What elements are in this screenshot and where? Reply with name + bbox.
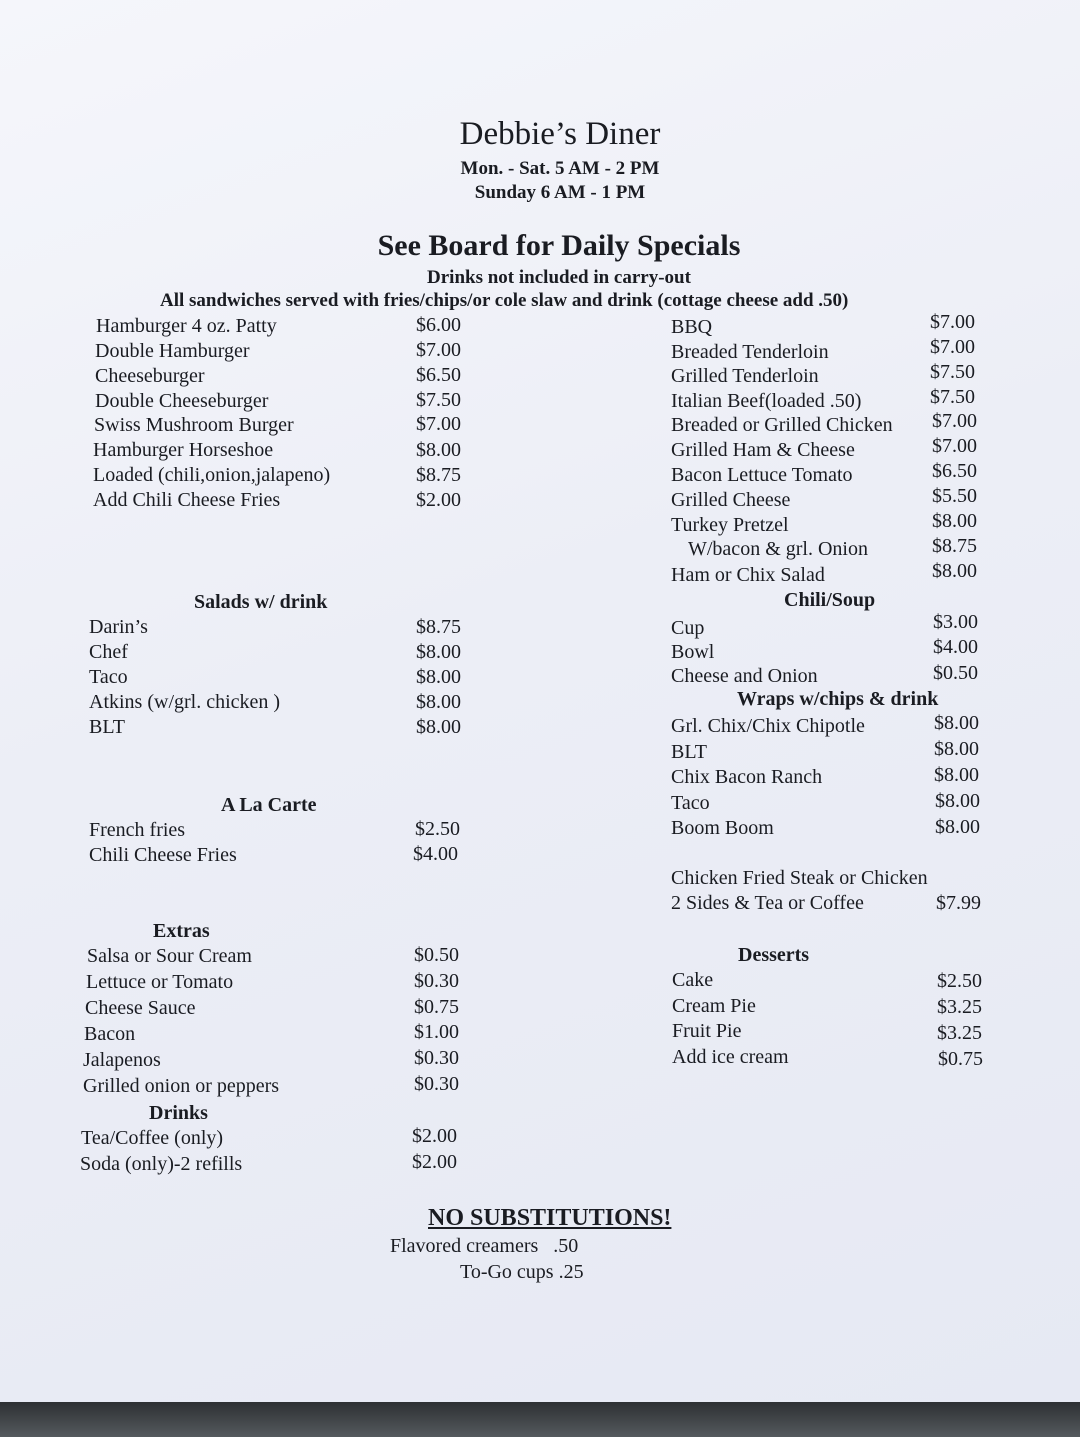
menu-item-name: Cake	[672, 969, 714, 991]
section-heading-soup: Chili/Soup	[784, 589, 876, 611]
menu-item-name: Double Hamburger	[95, 340, 250, 362]
menu-item-price: $2.00	[412, 1151, 457, 1173]
daily-specials-heading: See Board for Daily Specials	[377, 229, 741, 262]
menu-item-name: Hamburger 4 oz. Patty	[96, 315, 277, 337]
menu-item-price: $7.00	[930, 336, 975, 358]
menu-item-price: $8.00	[932, 560, 977, 582]
menu-item-price: $8.00	[416, 716, 461, 738]
menu-item-price: $8.00	[932, 510, 977, 532]
menu-item-price: $7.00	[932, 410, 977, 432]
menu-item-price: $8.00	[935, 790, 980, 812]
menu-item-name: Bacon Lettuce Tomato	[671, 464, 853, 486]
menu-item-name: Grilled Tenderloin	[671, 365, 819, 387]
menu-item-price: $7.00	[416, 413, 461, 435]
menu-item-price: $0.50	[414, 944, 459, 966]
section-heading-salads: Salads w/ drink	[194, 591, 328, 613]
menu-item-name: Cheese Sauce	[85, 997, 196, 1019]
menu-item-price: $2.50	[415, 818, 460, 840]
menu-item-name: BLT	[89, 716, 125, 738]
menu-item-price: $7.50	[930, 361, 975, 383]
section-heading-wraps: Wraps w/chips & drink	[737, 688, 939, 710]
menu-item-name: Soda (only)-2 refills	[80, 1153, 243, 1175]
menu-item-price: $0.30	[414, 1073, 459, 1095]
menu-item-name: Grilled Ham & Cheese	[671, 439, 855, 461]
menu-item-name: Cream Pie	[672, 995, 756, 1017]
menu-item-name: Loaded (chili,onion,jalapeno)	[93, 464, 331, 486]
menu-item-price: $4.00	[413, 843, 458, 865]
menu-item-name: Jalapenos	[83, 1049, 161, 1071]
menu-item-name: Grilled onion or peppers	[83, 1075, 280, 1097]
menu-item-name: Bacon	[84, 1023, 136, 1045]
menu-item-price: $8.75	[932, 535, 977, 557]
menu-item-name: Chef	[89, 641, 128, 663]
menu-item-name: Grl. Chix/Chix Chipotle	[671, 715, 865, 737]
menu-item-price: $8.00	[935, 816, 980, 838]
menu-item-price: $8.00	[934, 712, 979, 734]
sandwich-note: All sandwiches served with fries/chips/or cole slaw and drink (cottage cheese add .50)	[160, 290, 849, 311]
menu-item-price: $6.50	[932, 460, 977, 482]
menu-item-name: Boom Boom	[671, 817, 774, 839]
menu-item-price: $8.00	[416, 666, 461, 688]
menu-item-price: $2.00	[416, 489, 461, 511]
menu-item-name: W/bacon & grl. Onion	[688, 538, 868, 560]
menu-item-price: $8.00	[934, 738, 979, 760]
hours-weekday: Mon. - Sat. 5 AM - 2 PM	[460, 158, 660, 179]
menu-item-name: Salsa or Sour Cream	[87, 945, 252, 967]
section-heading-desserts: Desserts	[738, 944, 810, 966]
menu-item-price: $0.30	[414, 1047, 459, 1069]
menu-item-name: Breaded Tenderloin	[671, 341, 829, 363]
cfs-price: $7.99	[936, 892, 981, 914]
menu-item-price: $7.00	[416, 339, 461, 361]
section-heading-extras: Extras	[153, 920, 210, 942]
menu-item-name: Grilled Cheese	[671, 489, 791, 511]
menu-item-price: $3.25	[937, 996, 982, 1018]
menu-item-price: $8.75	[416, 464, 461, 486]
menu-item-name: BBQ	[671, 316, 713, 338]
cfs-line2: 2 Sides & Tea or Coffee	[671, 892, 864, 914]
table-surface	[0, 1402, 1080, 1437]
menu-item-name: Chili Cheese Fries	[89, 844, 237, 866]
menu-item-price: $8.00	[416, 641, 461, 663]
menu-item-price: $3.25	[937, 1022, 982, 1044]
menu-item-price: $0.75	[938, 1048, 983, 1070]
menu-item-name: Cup	[671, 617, 705, 639]
menu-item-name: Hamburger Horseshoe	[93, 439, 274, 461]
menu-item-price: $0.30	[414, 970, 459, 992]
menu-item-name: Italian Beef(loaded .50)	[671, 390, 862, 412]
menu-item-name: Add Chili Cheese Fries	[93, 489, 281, 511]
cfs-line1: Chicken Fried Steak or Chicken	[671, 867, 928, 889]
menu-item-name: Atkins (w/grl. chicken )	[89, 691, 281, 713]
no-substitutions-notice: NO SUBSTITUTIONS!	[428, 1205, 672, 1231]
menu-item-price: $0.75	[414, 996, 459, 1018]
menu-item-price: $7.50	[416, 389, 461, 411]
menu-item-name: Chix Bacon Ranch	[671, 766, 823, 788]
menu-item-price: $2.50	[937, 970, 982, 992]
menu-item-name: Lettuce or Tomato	[86, 971, 234, 993]
menu-item-price: $6.50	[416, 364, 461, 386]
flavored-creamers-note: Flavored creamers .50	[390, 1235, 579, 1257]
menu-item-name: Tea/Coffee (only)	[81, 1127, 224, 1149]
diner-title: Debbie’s Diner	[459, 116, 661, 152]
menu-item-name: Cheese and Onion	[671, 665, 818, 687]
menu-item-name: Cheeseburger	[95, 365, 205, 387]
menu-item-price: $0.50	[933, 662, 978, 684]
menu-item-name: Bowl	[671, 641, 715, 663]
menu-item-name: BLT	[671, 741, 707, 763]
menu-item-name: Turkey Pretzel	[671, 514, 789, 536]
menu-item-name: Taco	[89, 666, 128, 688]
to-go-cups-note: To-Go cups .25	[460, 1261, 584, 1283]
menu-item-name: Ham or Chix Salad	[671, 564, 825, 586]
menu-item-price: $4.00	[933, 636, 978, 658]
menu-item-price: $5.50	[932, 485, 977, 507]
menu-item-price: $8.00	[934, 764, 979, 786]
menu-item-name: Double Cheeseburger	[95, 390, 269, 412]
menu-item-price: $1.00	[414, 1021, 459, 1043]
menu-item-price: $3.00	[933, 611, 978, 633]
menu-item-name: Taco	[671, 792, 710, 814]
section-heading-alacarte: A La Carte	[221, 794, 317, 816]
menu-item-name: French fries	[89, 819, 186, 841]
menu-item-price: $8.00	[416, 691, 461, 713]
menu-item-name: Darin’s	[89, 616, 148, 638]
menu-item-price: $8.00	[416, 439, 461, 461]
section-heading-drinks: Drinks	[149, 1102, 208, 1124]
menu-item-price: $7.00	[932, 435, 977, 457]
carry-out-note: Drinks not included in carry-out	[427, 267, 691, 288]
menu-item-price: $7.00	[930, 311, 975, 333]
hours-sunday: Sunday 6 AM - 1 PM	[474, 182, 646, 203]
menu-item-name: Fruit Pie	[672, 1020, 742, 1042]
menu-item-name: Add ice cream	[672, 1046, 789, 1068]
menu-item-price: $6.00	[416, 314, 461, 336]
menu-item-name: Swiss Mushroom Burger	[94, 414, 294, 436]
menu-item-price: $7.50	[930, 386, 975, 408]
menu-item-price: $2.00	[412, 1125, 457, 1147]
menu-item-price: $8.75	[416, 616, 461, 638]
menu-item-name: Breaded or Grilled Chicken	[671, 414, 893, 436]
